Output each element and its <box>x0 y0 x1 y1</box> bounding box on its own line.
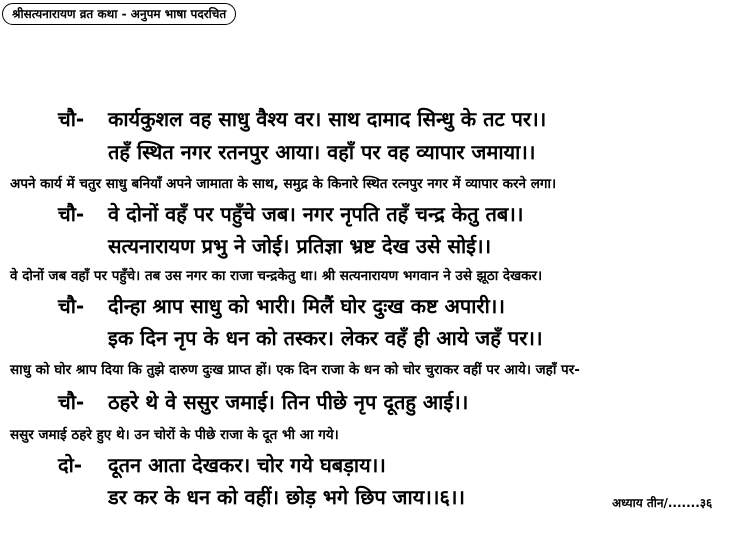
verse-text: इक दिन नृप के धन को तस्कर। लेकर वहँ ही आये जहँ पर।। <box>108 326 543 350</box>
verse-text: वे दोनों वहँ पर पहुँचे जब। नगर नृपति तहँ चन्द्र केतु तब।। <box>108 202 524 226</box>
prose-line: ससुर जमाई ठहरे हुए थे। उन चोरों के पीछे राजा के दूत भी आ गये। <box>10 427 339 443</box>
verse-tag: चौ- <box>58 294 85 318</box>
verse-text: दीन्हा श्राप साधु को भारी। मिलैं घोर दुःख कष्ट अपारी।। <box>108 294 505 318</box>
verse-text: दूतन आता देखकर। चोर गये घबड़ाय।। <box>108 453 386 477</box>
verse-text: कार्यकुशल वह साधु वैश्य वर। साथ दामाद सिन्धु के तट पर।। <box>108 107 547 131</box>
verse-line <box>58 293 505 319</box>
verse-text: तहँ स्थित नगर रतनपुर आया। वहाँ पर वह व्यापार जमाया।। <box>108 140 536 164</box>
verse-line <box>108 325 543 351</box>
verse-tag: चौ- <box>58 390 85 414</box>
page-footer: अध्याय तीन/.......३६ <box>612 496 713 510</box>
prose-line: अपने कार्य में चतुर साधु बनियाँ अपने जामाता के साथ, समुद्र के किनारे स्थित रत्नपुर नगर में व्यापार करने लगा। <box>10 176 557 192</box>
verse-line <box>58 452 386 478</box>
verse-line <box>108 233 491 259</box>
verse-text: डर कर के धन को वहीं। छोड़ भगे छिप जाय।।६।। <box>108 485 466 509</box>
verse-tag: चौ- <box>58 202 85 226</box>
verse-tag: चौ- <box>58 107 85 131</box>
verse-line <box>58 201 523 227</box>
verse-line <box>58 389 468 415</box>
verse-text: ठहरे थे वे ससुर जमाई। तिन पीछे नृप दूतहु आई।। <box>108 390 469 414</box>
prose-line: वे दोनों जब वहाँ पर पहुँचे। तब उस नगर का राजा चन्द्रकेतु था। श्री सत्यनारायण भगवान ने उसे झूठा देखकर। <box>10 268 543 284</box>
verse-line <box>58 106 546 132</box>
verse-line <box>108 484 465 510</box>
prose-line: साधु को घोर श्राप दिया कि तुझे दारुण दुःख प्राप्त हों। एक दिन राजा के धन को चोर चुराकर वहीं पर आये। जहाँ पर- <box>10 362 580 378</box>
verse-text: सत्यनारायण प्रभु ने जोई। प्रतिज्ञा भ्रष्ट देख उसे सोई।। <box>108 234 492 258</box>
page-header-title: श्रीसत्यनारायण व्रत कथा - अनुपम भाषा पदरचित <box>2 3 236 25</box>
verse-tag: दो- <box>58 453 83 477</box>
verse-line <box>108 139 535 165</box>
